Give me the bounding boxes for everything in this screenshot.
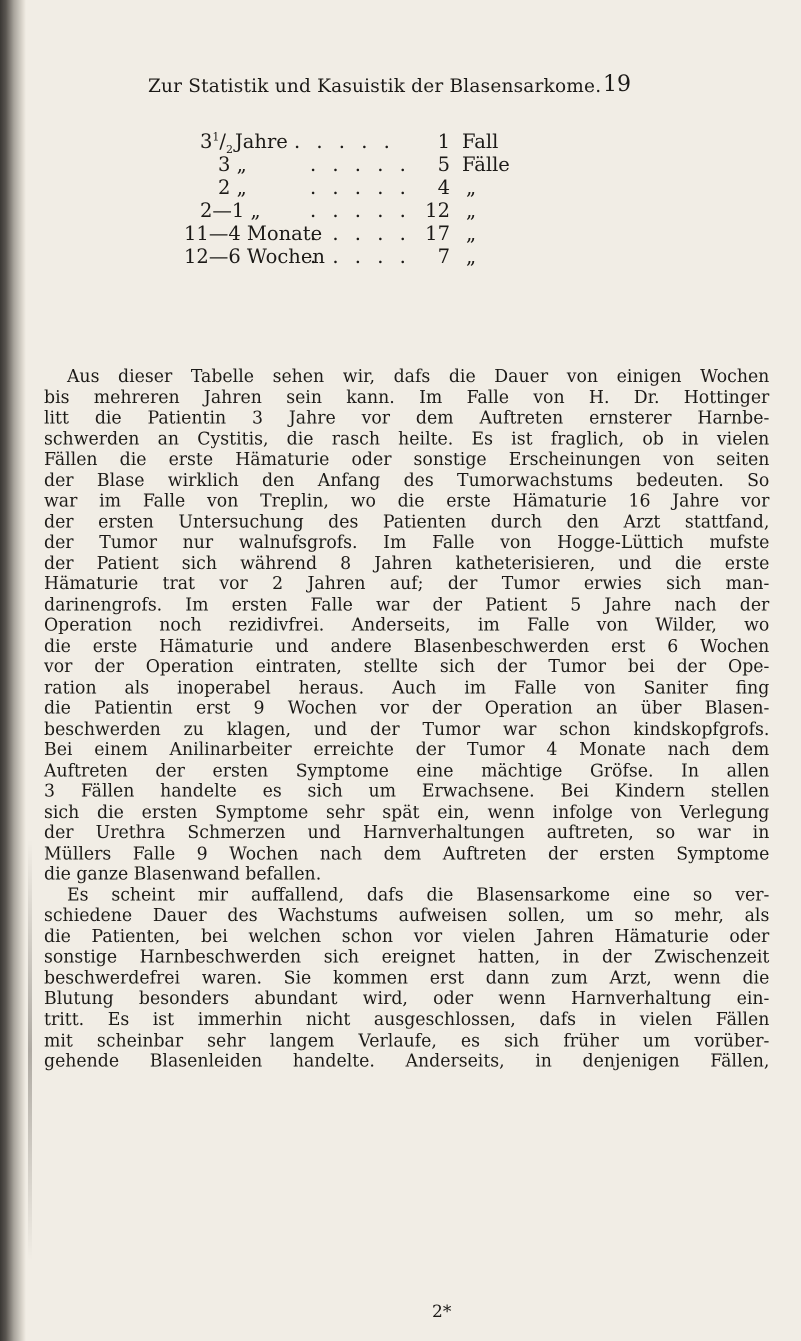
text-line: die Patienten, bei welchen schon vor vielen Jahren Hämaturie oder (44, 926, 770, 947)
text-line: Fällen die erste Hämaturie oder sonstige Erscheinungen von seiten (44, 449, 770, 470)
text-line: sonstige Harnbeschwerden sich ereignet hatten, in der Zwischenzeit (44, 947, 770, 968)
body-text (44, 366, 769, 1072)
text-line: die Patientin erst 9 Wochen vor der Operation an über Blasen- (44, 698, 770, 719)
text-line: bis mehreren Jahren sein kann. Im Falle von H. Dr. Hottinger (44, 386, 770, 408)
text-line: Hämaturie trat vor 2 Jahren auf; der Tumor erwies sich man- (44, 573, 770, 594)
duration-cell: $3^1/_2$ Jahre (200, 130, 288, 156)
text-line: der ersten Untersuchung des Patienten durch den Arzt stattfand, (44, 511, 770, 532)
text-line: schwerden an Cystitis, die rasch heilte. Es ist fraglich, ob in vielen (44, 428, 770, 449)
text-line: der Urethra Schmerzen und Harnverhaltungen auftreten, so war in (44, 822, 770, 843)
leader-dots: . . . . . (310, 245, 411, 268)
leader-dots: . . . . . (310, 153, 411, 176)
text-line: die ganze Blasenwand befallen. (44, 864, 322, 885)
text-line: darinengrofs. Im ersten Falle war der Patient 5 Jahre nach der (44, 594, 770, 615)
text-line: Es scheint mir auffallend, dafs die Blasensarkome eine so ver- (66, 884, 770, 906)
unit-cell: Fälle (462, 153, 510, 176)
text-line: 3 Fällen handelte es sich um Erwachsene. Bei Kindern stellen (44, 781, 770, 802)
text-line: war im Falle von Treplin, wo die erste Hämaturie 16 Jahre vor (44, 490, 770, 511)
text-line: beschwerdefrei waren. Sie kommen erst dann zum Arzt, wenn die (44, 967, 770, 989)
text-line: der Blase wirklich den Anfang des Tumorwachstums bedeuten. So (44, 469, 770, 491)
duration-cell: 11—4 Monate (184, 222, 323, 245)
text-line: Bei einem Anilinarbeiter erreichte der Tumor 4 Monate nach dem (44, 739, 770, 760)
count-cell: 17 (425, 222, 450, 245)
text-line: die erste Hämaturie und andere Blasenbeschwerden erst 6 Wochen (44, 635, 770, 657)
signature-mark: 2* (432, 1302, 452, 1322)
text-line: Auftreten der ersten Symptome eine mächtige Gröfse. In allen (44, 760, 770, 781)
unit-cell: „ (466, 176, 477, 199)
text-line: schiedene Dauer des Wachstums aufweisen sollen, um so mehr, als (44, 905, 770, 926)
count-cell: 1 (437, 130, 450, 153)
text-line: Blutung besonders abundant wird, oder wenn Harnverhaltung ein- (44, 988, 770, 1009)
unit-cell: „ (466, 245, 477, 268)
duration-cell: 2—1 „ (200, 199, 261, 222)
text-line: Aus dieser Tabelle sehen wir, dafs die Dauer von einigen Wochen (66, 366, 770, 387)
book-gutter-shadow (0, 0, 26, 1341)
text-line: der Patient sich während 8 Jahren katheterisieren, und die erste (44, 552, 770, 574)
text-line: mit scheinbar sehr langem Verlaufe, es sich früher um vorüber- (44, 1030, 770, 1051)
leader-dots: . . . . . (310, 199, 411, 222)
count-cell: 7 (437, 245, 450, 268)
count-cell: 5 (437, 153, 450, 176)
unit-cell: Fall (462, 130, 499, 153)
paragraph-2 (44, 885, 769, 1072)
text-line: sich die ersten Symptome sehr spät ein, wenn infolge von Verlegung (44, 801, 770, 823)
duration-cell: 12—6 Wochen (184, 245, 325, 268)
text-line: Operation noch rezidivfrei. Anderseits, im Falle von Wilder, wo (44, 615, 770, 636)
text-line: beschwerden zu klagen, und der Tumor war schon kindskopfgrofs. (44, 718, 770, 740)
text-line: Müllers Falle 9 Wochen nach dem Auftreten der ersten Symptome (44, 843, 770, 864)
leader-dots: . . . . . (310, 176, 411, 199)
text-line: litt die Patientin 3 Jahre vor dem Auftreten ernsterer Harnbe- (44, 407, 770, 428)
page-number: 19 (603, 72, 631, 97)
unit-cell: „ (466, 199, 477, 222)
leader-dots: . . . . . (294, 130, 395, 153)
paragraph-1 (44, 366, 769, 885)
duration-cell: 3 „ (218, 153, 247, 176)
count-cell: 4 (437, 176, 450, 199)
binding-mark (28, 840, 32, 1260)
text-line: vor der Operation eintraten, stellte sich der Tumor bei der Ope- (44, 656, 770, 677)
text-line: gehende Blasenleiden handelte. Anderseits, in denjenigen Fällen, (44, 1050, 770, 1072)
text-line: ration als inoperabel heraus. Auch im Falle von Saniter fing (44, 677, 770, 698)
duration-cell: 2 „ (218, 176, 247, 199)
count-cell: 12 (425, 199, 450, 222)
unit-cell: „ (466, 222, 477, 245)
text-line: der Tumor nur walnufsgrofs. Im Falle von Hogge-Lüttich mufste (44, 532, 770, 553)
leader-dots: . . . . . (310, 222, 411, 245)
running-head: Zur Statistik und Kasuistik der Blasensarkome. (148, 76, 602, 97)
text-line: tritt. Es ist immerhin nicht ausgeschlossen, dafs in vielen Fällen (44, 1009, 770, 1030)
